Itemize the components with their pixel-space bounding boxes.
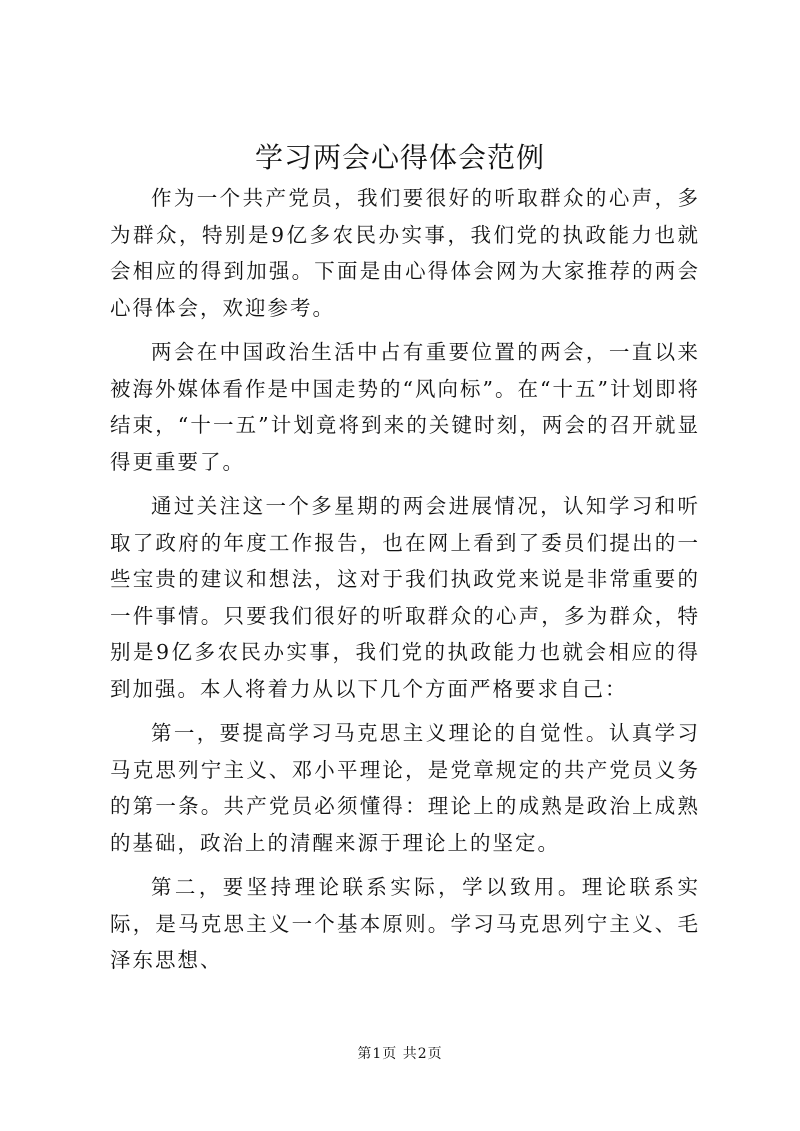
paragraph-attention: 通过关注这一个多星期的两会进展情况，认知学习和听取了政府的年度工作报告，也在网上看到了委员们提出的一些宝贵的建议和想法，这对于我们执政党来说是非常重要的一件事情。只要我们很好的听取群众的心声，多为群众，特别是9亿多农民办实事，我们党的执政能力也就会相应的得到加强。本人将着力从以下几个方面严格要求自己：	[110, 494, 700, 701]
paragraph-first-point: 第一，要提高学习马克思主义理论的自觉性。认真学习马克思列宁主义、邓小平理论，是党章规定的共产党员义务的第一条。共产党员必须懂得：理论上的成熟是政治上成熟的基础，政治上的清醒来源于理论上的坚定。	[110, 721, 700, 855]
page-number-footer: 第1页 共2页	[357, 1046, 443, 1062]
paragraph-second-point: 第二，要坚持理论联系实际，学以致用。理论联系实际，是马克思主义一个基本原则。学习马克思列宁主义、毛泽东思想、	[110, 875, 700, 972]
paragraph-intro: 作为一个共产党员，我们要很好的听取群众的心声，多为群众，特别是9亿多农民办实事，我们党的执政能力也就会相应的得到加强。下面是由心得体会网为大家推荐的两会心得体会，欢迎参考。	[110, 186, 700, 320]
document-title: 学习两会心得体会范例	[254, 141, 545, 174]
paragraph-two-sessions: 两会在中国政治生活中占有重要位置的两会，一直以来被海外媒体看作是中国走势的“风向标”。在“十五”计划即将结束，“十一五”计划竟将到来的关键时刻，两会的召开就显得更重要了。	[110, 340, 700, 474]
document-body	[110, 180, 700, 987]
